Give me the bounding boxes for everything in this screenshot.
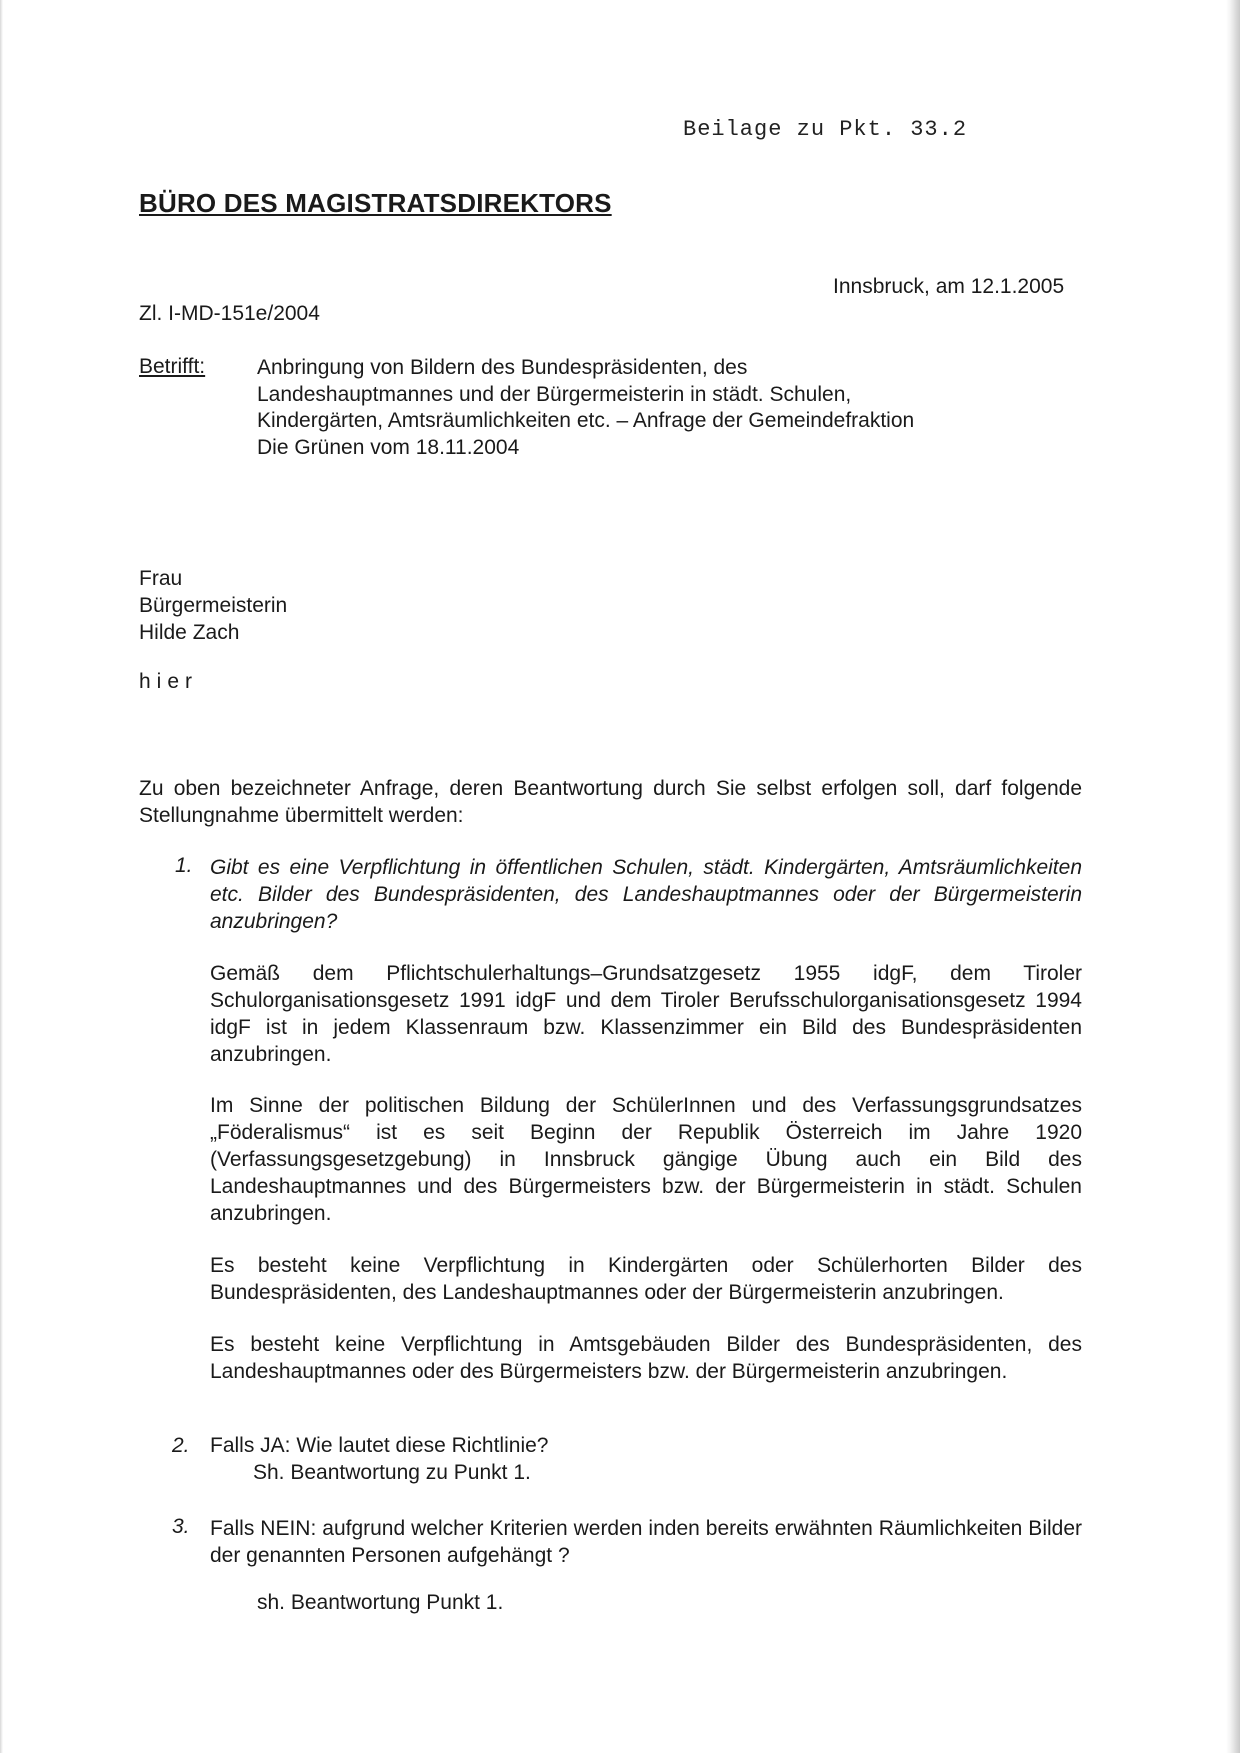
question-3-text: Falls NEIN: aufgrund welcher Kriterien werden inden bereits erwähnten Räumlichkeiten Bilder der genannten Personen aufgehängt ? bbox=[210, 1517, 1082, 1567]
scan-edge-left bbox=[0, 0, 3, 1753]
subject-line: Die Grünen vom 18.11.2004 bbox=[257, 435, 520, 459]
question-2-answer: Sh. Beantwortung zu Punkt 1. bbox=[253, 1461, 531, 1484]
subject-line: Kindergärten, Amtsräumlichkeiten etc. – Anfrage der Gemeindefraktion bbox=[257, 409, 915, 432]
question-number: 2. bbox=[172, 1434, 190, 1457]
subject-label: Betrifft: bbox=[139, 355, 206, 378]
answer-paragraph: Es besteht keine Verpflichtung in Amtsgebäuden Bilder des Bundespräsidenten, des Landeshauptmannes oder des Bürgermeisters bzw. der Bürgermeisterin anzubringen. bbox=[210, 1333, 1082, 1383]
subject-line: Anbringung von Bildern des Bundespräsidenten, des bbox=[257, 356, 748, 379]
question-2-text: Falls JA: Wie lautet diese Richtlinie? bbox=[210, 1434, 549, 1457]
answer-paragraph: Es besteht keine Verpflichtung in Kindergärten oder Schülerhorten Bilder des Bundespräsidenten, des Landeshauptmannes oder der Bürgermeisterin anzubringen. bbox=[210, 1254, 1082, 1304]
answer-paragraph: Gemäß dem Pflichtschulerhaltungs–Grundsatzgesetz 1955 idgF, dem Tiroler Schulorganisationsgesetz 1991 idgF und dem Tiroler Berufsschulorganisationsgesetz 1994 idgF ist in jedem Klassenraum bzw. Klassenzimmer ein Bild des Bundespräsidenten anzubringen. bbox=[210, 962, 1082, 1066]
question-number: 3. bbox=[172, 1515, 190, 1538]
recipient-name: Hilde Zach bbox=[139, 621, 240, 644]
subject-text bbox=[257, 355, 1017, 461]
attachment-note: Beilage zu Pkt. 33.2 bbox=[683, 117, 968, 142]
question-number: 1. bbox=[175, 854, 193, 877]
answer-paragraph: Im Sinne der politischen Bildung der SchülerInnen und des Verfassungsgrundsatzes „Föderalismus“ ist es seit Beginn der Republik Österreich im Jahre 1920 (Verfassungsgesetzgebung) in Innsbruck gängige Übung auch ein Bild des Landeshauptmannes und des Bürgermeisters bzw. der Bürgermeisterin in städt. Schulen anzubringen. bbox=[210, 1094, 1082, 1225]
intro-paragraph: Zu oben bezeichneter Anfrage, deren Beantwortung durch Sie selbst erfolgen soll, darf folgende Stellungnahme übermittelt werden: bbox=[139, 777, 1082, 827]
date-line: Innsbruck, am 12.1.2005 bbox=[833, 275, 1065, 298]
recipient-block bbox=[139, 565, 287, 646]
office-title: BÜRO DES MAGISTRATSDIREKTORS bbox=[139, 188, 612, 218]
question-1-text: Gibt es eine Verpflichtung in öffentlichen Schulen, städt. Kindergärten, Amtsräumlichkeiten etc. Bilder des Bundespräsidenten, des Landeshauptmannes oder der Bürgermeisterin anzubringen? bbox=[210, 856, 1082, 933]
recipient-role: Bürgermeisterin bbox=[139, 594, 288, 617]
question-3-answer: sh. Beantwortung Punkt 1. bbox=[257, 1591, 504, 1614]
recipient-location: hier bbox=[139, 670, 199, 693]
reference-number: Zl. I-MD-151e/2004 bbox=[139, 302, 320, 325]
scan-edge-right bbox=[1226, 0, 1240, 1753]
subject-line: Landeshauptmannes und der Bürgermeisterin in städt. Schulen, bbox=[257, 382, 852, 406]
recipient-salutation: Frau bbox=[139, 567, 183, 590]
